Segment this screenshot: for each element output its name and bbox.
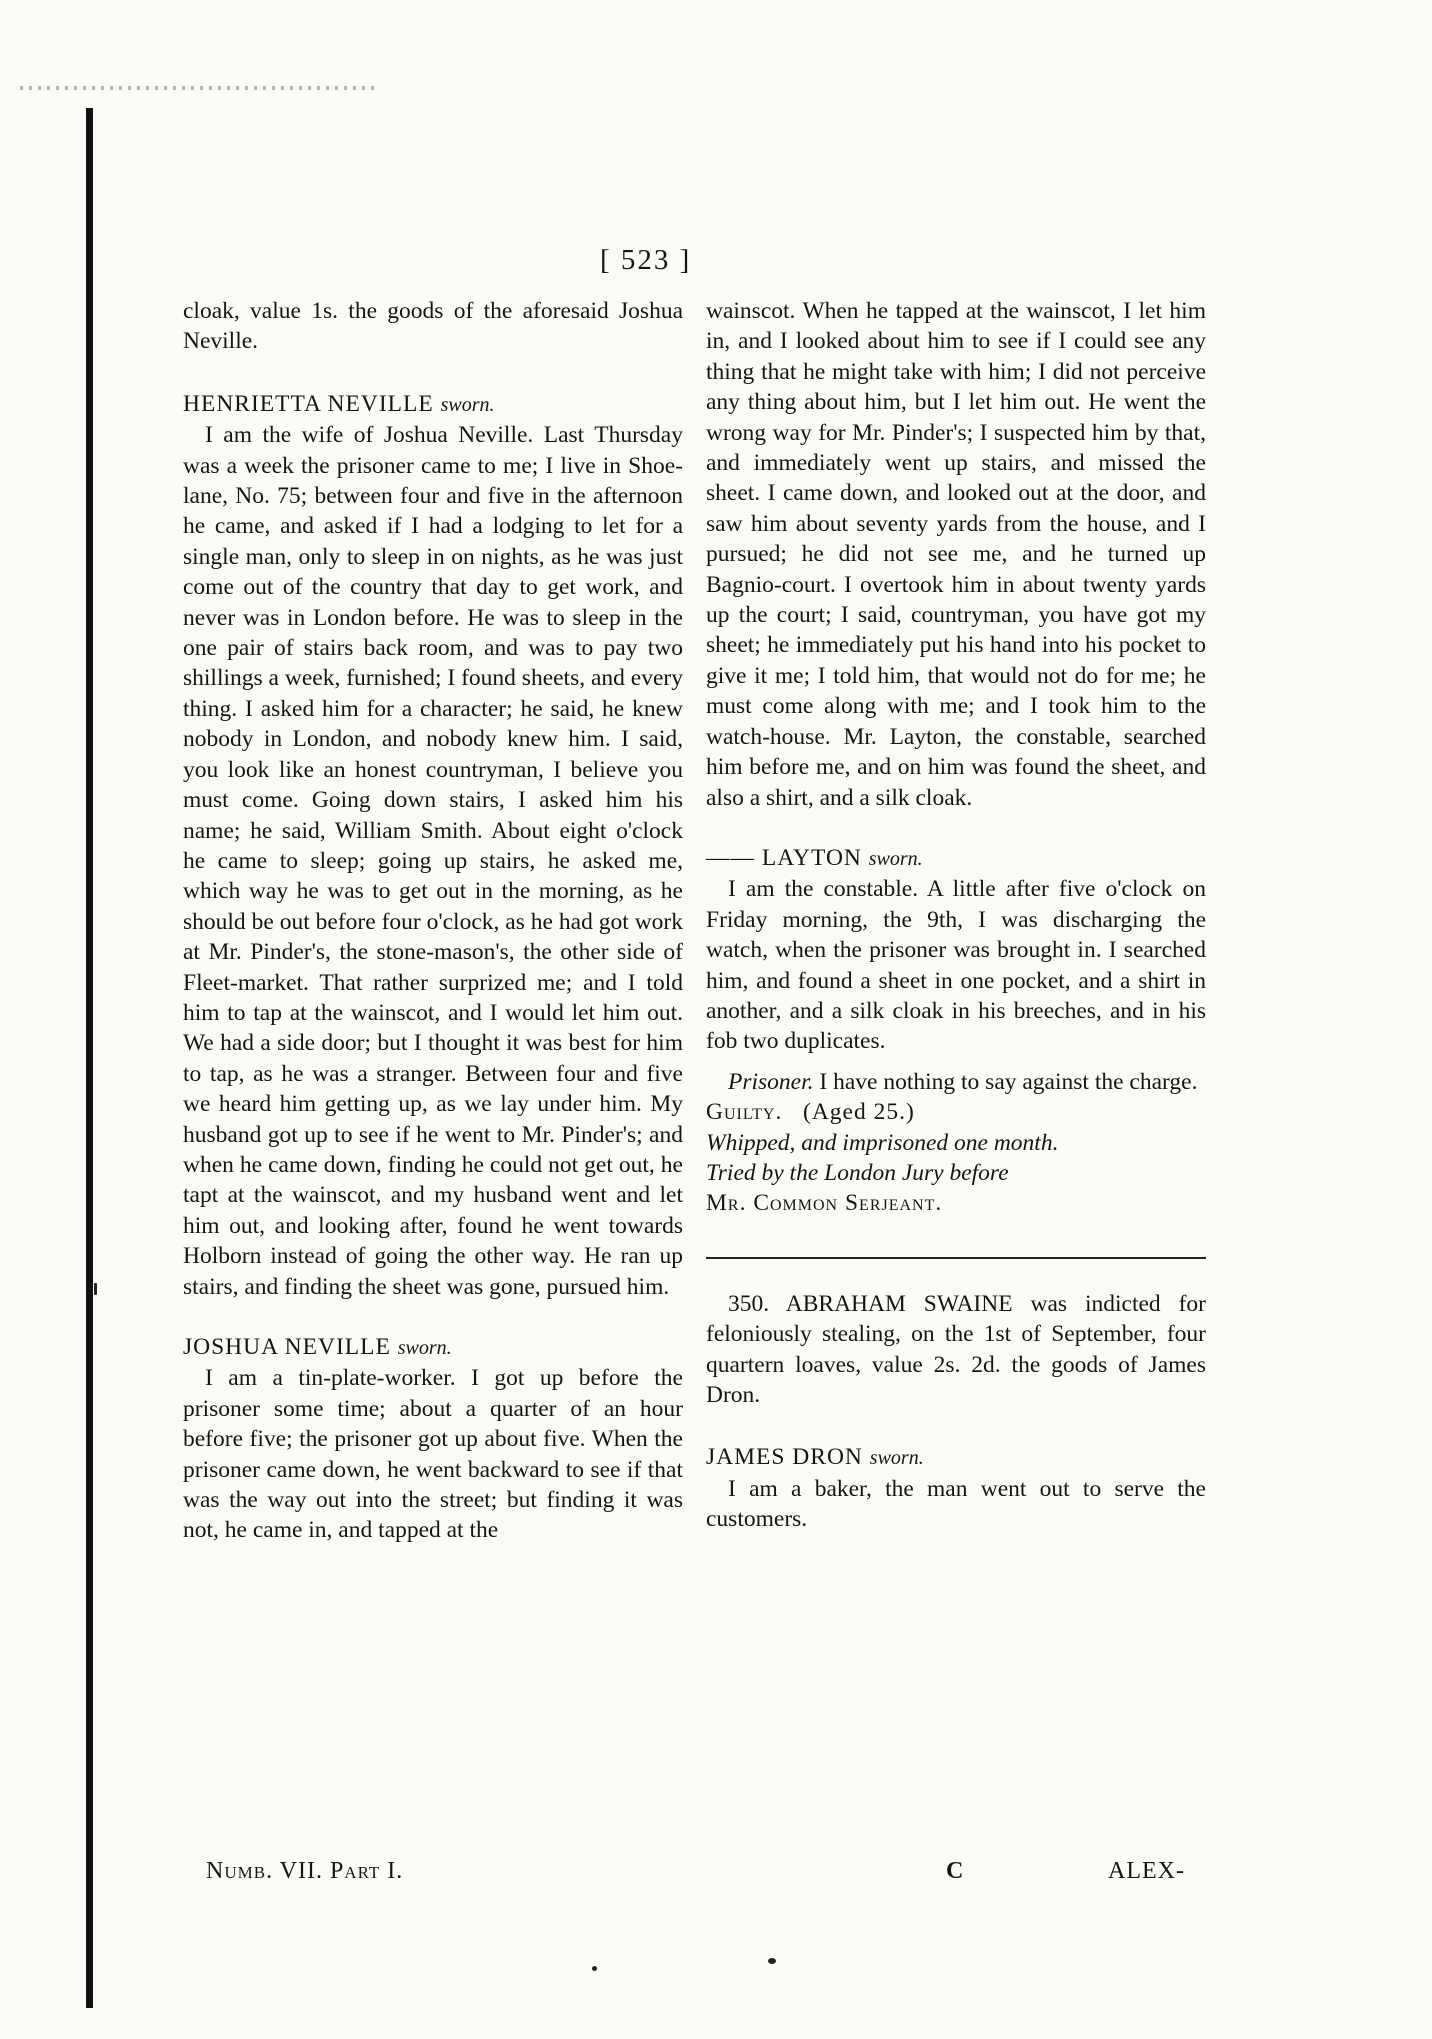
testimony-paragraph: I am a tin-plate-worker. I got up before the prisoner some time; about a quarter of an hour before five; the prisoner got up about five. When the prisoner came down, he went backward to see if that was the way out into the street; but finding it was not, he came in, and tapped at the — [183, 1365, 683, 1544]
testimony-paragraph: I am a baker, the man went out to serve the customers. — [706, 1475, 1206, 1533]
witness-name: JOSHUA NEVILLE — [183, 1334, 391, 1360]
binding-gutter — [86, 108, 93, 2008]
ink-speck — [592, 1966, 597, 1971]
witness-heading — [183, 1332, 683, 1363]
right-column — [706, 296, 1206, 1535]
testimony-paragraph: I am the constable. A little after five o'clock on Friday morning, the 9th, I was discharging the watch, when the prisoner was brought in. I searched him, and found a sheet in one pocket, and a shirt in another, and a silk cloak in his breeches, and in his fob two duplicates. — [706, 876, 1206, 1055]
sworn-label: sworn. — [397, 1337, 452, 1359]
issue-number: Numb. VII. Part I. — [206, 1858, 404, 1884]
witness-heading — [183, 389, 683, 420]
tried-by: Tried by the London Jury before — [706, 1159, 1009, 1186]
paragraph: cloak, value 1s. the goods of the aforesaid Joshua Neville. — [183, 298, 683, 355]
sworn-label: sworn. — [869, 1447, 924, 1470]
signature-mark: C — [946, 1858, 964, 1884]
witness-name: HENRIETTA NEVILLE — [183, 390, 434, 417]
witness-name: JAMES DRON — [706, 1444, 863, 1471]
testimony-paragraph: I am the wife of Joshua Neville. Last Thursday was a week the prisoner came to me; I live in Shoe-lane, No. 75; between four and five in the afternoon he came, and asked if I had a lodging to let for a single man, only to sleep in on nights, as he was just come out of the country that day to get work, and never was in London before. He was to sleep in the one pair of stairs back room, and was to pay two shillings a week, furnished; I found sheets, and every thing. I asked him for a character; he said, he knew nobody in London, and nobody knew him. I said, you look like an honest countryman, I believe you must come. Going down stairs, I asked him his name; he said, William Smith. About eight o'clock he came to sleep; going up stairs, he asked me, which way he was to get out in the morning, as he should be out before four o'clock, as he had got work at Mr. Pinder's, the stone-mason's, the other side of Fleet-market. That rather surprized me; and I told him to tap at the wainscot, and I would let him out. We had a side door; but I thought it was best for him to tap, as he was a stranger. Between four and five we heard him getting up, as we lay under him. My husband got up to see if he went to Mr. Pinder's; and when he came down, finding he could not get out, he tapt at the wainscot, and my husband went and let him out, and looking after, found he went towards Holborn instead of going the other way. He ran up stairs, and finding the sheet was gone, pursued him. — [183, 422, 683, 1300]
scan-noise — [20, 86, 380, 90]
prisoner-statement — [706, 1067, 1206, 1097]
left-column — [183, 296, 683, 1546]
verdict — [706, 1097, 1206, 1127]
prisoner-text: I have nothing to say against the charge. — [819, 1068, 1198, 1095]
prisoner-label: Prisoner. — [728, 1068, 814, 1095]
verdict-text: Guilty. — [706, 1099, 783, 1126]
witness-name: —— LAYTON — [706, 844, 862, 871]
sworn-label: sworn. — [868, 847, 923, 870]
section-divider — [706, 1257, 1206, 1259]
page-number: [ 523 ] — [600, 244, 692, 276]
catchword: ALEX- — [1108, 1858, 1185, 1884]
testimony-paragraph: wainscot. When he tapped at the wainscot, I let him in, and I looked about him to see if I could see any thing that he might take with him; I did not perceive any thing about him, but I let him out. He went the wrong way for Mr. Pinder's; I suspected him by that, and immediately went up stairs, and missed the sheet. I came down, and looked out at the door, and saw him about seventy yards from the house, and I pursued; he did not see me, and he turned up Bagnio-court. I overtook him in about twenty yards up the court; I said, countryman, you have got my sheet; he immediately put his hand into his pocket to give it me; I told him, that would not do for me; he must come along with me; and I took him to the watch-house. Mr. Layton, the constable, searched him before me, and on him was found the sheet, and also a shirt, and a silk cloak. — [706, 298, 1206, 811]
ink-speck — [768, 1958, 776, 1964]
sworn-label: sworn. — [440, 393, 495, 416]
judge: Mr. Common Serjeant. — [706, 1190, 943, 1217]
witness-heading — [706, 843, 1206, 874]
witness-heading — [706, 1442, 1206, 1473]
ink-speck — [94, 1283, 97, 1295]
sentence: Whipped, and imprisoned one month. — [706, 1129, 1059, 1156]
defendant-age: (Aged 25.) — [803, 1099, 915, 1126]
indictment-paragraph: 350. ABRAHAM SWAINE was indicted for feloniously stealing, on the 1st of September, four quartern loaves, value 2s. 2d. the goods of James Dron. — [706, 1290, 1206, 1408]
